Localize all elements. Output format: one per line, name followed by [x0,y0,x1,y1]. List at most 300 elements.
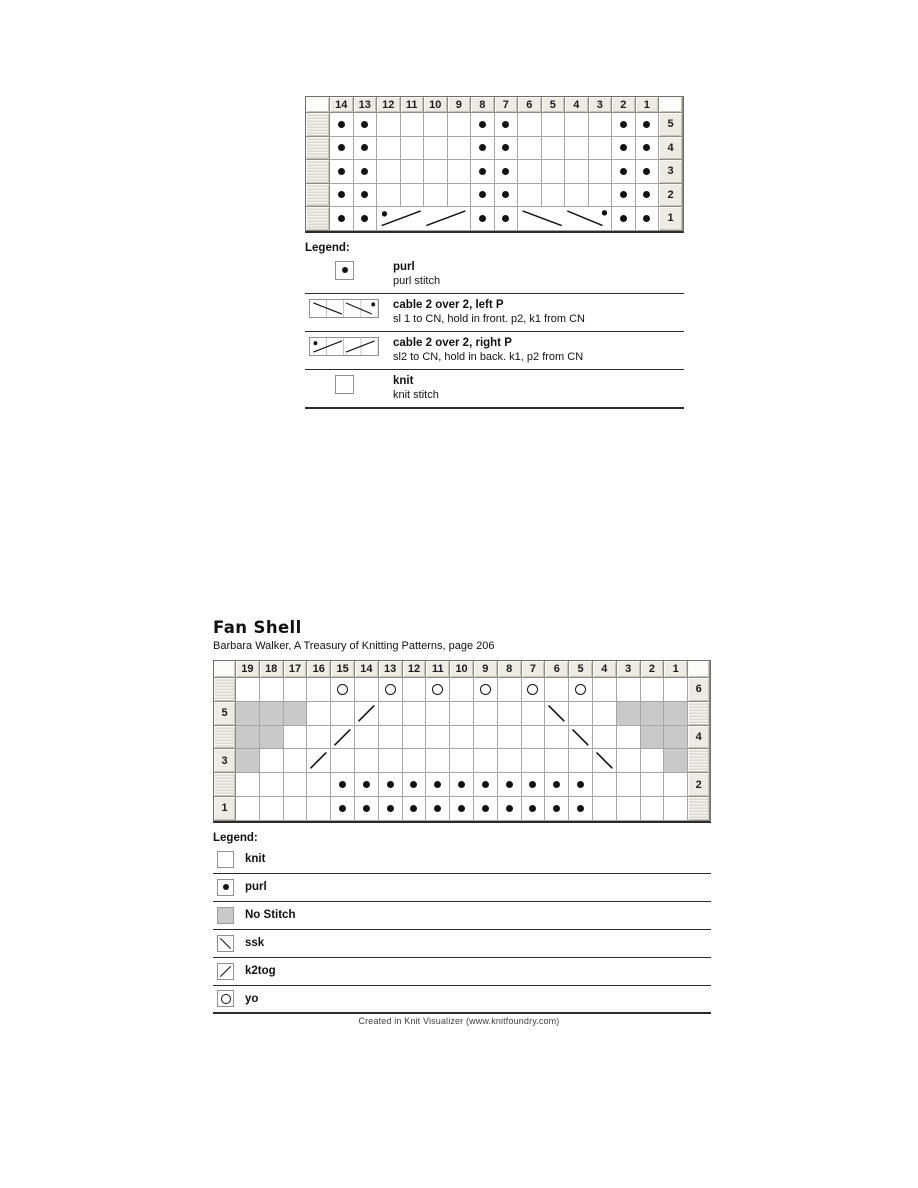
knit-cell [284,797,308,821]
column-number: 10 [450,661,474,678]
column-number: 13 [354,97,378,113]
legend-icon-zone [305,374,393,394]
legend-name: purl [393,260,415,273]
legend-text [393,298,585,326]
purl-cell [330,113,354,137]
purl-cell [612,137,636,161]
knit-cell [260,797,284,821]
purl-cell [450,797,474,821]
knit-cell [260,749,284,773]
purl-dot [361,121,368,128]
column-number: 18 [260,661,284,678]
knit-cell [424,160,448,184]
legend-icon-zone [213,935,245,952]
chart-corner [214,661,236,678]
purl-dot [577,805,584,812]
purl-dot [223,884,229,890]
knit-cell [542,160,566,184]
column-number: 1 [636,97,660,113]
column-number: 1 [664,661,688,678]
knit-cell [426,726,450,750]
legend-text [393,336,583,364]
knit-cell [589,113,613,137]
knit-cell [593,797,617,821]
purl-cell [354,137,378,161]
legend-name: No Stitch [245,909,296,922]
purl-dot [620,144,627,151]
legend-item [213,902,711,930]
chart-corner [659,97,683,113]
purl-dot [529,805,536,812]
purl-cell [450,773,474,797]
ssk-glyph [218,936,233,951]
column-number: 10 [424,97,448,113]
legend-name: knit [393,374,414,387]
legend-item [213,958,711,986]
yo-cell [426,678,450,702]
purl-dot [643,144,650,151]
purl-cell [636,113,660,137]
purl-cell [403,773,427,797]
purl-cell [471,137,495,161]
knit-cell [498,702,522,726]
column-number: 11 [401,97,425,113]
purl-dot [482,781,489,788]
knit-cell [593,773,617,797]
purl-cell [354,184,378,208]
purl-dot [643,168,650,175]
legend-items [305,256,684,409]
purl-cell [426,773,450,797]
no-stitch-cell [260,726,284,750]
purl-cell [403,797,427,821]
no-stitch-icon [217,907,234,924]
purl-dot [506,781,513,788]
purl-cell [426,797,450,821]
legend-items [213,846,711,1014]
k2tog-cell [355,702,379,726]
purl-cell [498,797,522,821]
knit-cell [518,184,542,208]
legend-icon-zone [213,851,245,868]
row-marker [214,773,236,797]
legend-text [393,374,439,402]
knit-cell [403,678,427,702]
row-number: 5 [659,113,683,137]
purl-cell [471,160,495,184]
knit-cell [307,797,331,821]
row-marker [306,184,330,208]
purl-dot [620,121,627,128]
k2tog-glyph [307,749,330,772]
knit-cell [542,113,566,137]
row-marker [306,137,330,161]
knit-cell [589,184,613,208]
legend-item [305,294,684,332]
purl-cell [569,773,593,797]
purl-dot [458,805,465,812]
purl-dot [502,215,509,222]
column-number: 9 [448,97,472,113]
purl-cell [495,137,519,161]
no-stitch-cell [664,749,688,773]
yo-ring [221,994,231,1004]
purl-dot [620,168,627,175]
legend-name: ssk [245,937,265,950]
column-number: 2 [612,97,636,113]
purl-dot [434,805,441,812]
purl-cell [612,207,636,231]
knit-cell [617,797,641,821]
knit-cell [355,726,379,750]
purl-dot [502,121,509,128]
purl-cell [612,113,636,137]
fan-shell-section [213,618,711,1014]
knit-cell [260,773,284,797]
knit-cell [617,726,641,750]
row-marker [688,797,710,821]
chart-corner [306,97,330,113]
no-stitch-cell [664,702,688,726]
row-marker [306,160,330,184]
purl-cell [636,184,660,208]
ssk-cell [545,702,569,726]
row-number: 1 [214,797,236,821]
purl-dot [479,168,486,175]
k2tog-icon [217,963,234,980]
knit-cell [522,726,546,750]
purl-dot [643,121,650,128]
k2tog-glyph [331,726,354,749]
purl-dot [479,191,486,198]
knit-cell [379,749,403,773]
knit-cell [641,678,665,702]
chart-corner [688,661,710,678]
knit-cell [307,773,331,797]
purl-dot [361,215,368,222]
knit-cell [569,749,593,773]
knit-cell [377,160,401,184]
knit-cell [284,726,308,750]
purl-dot [363,781,370,788]
knit-cell [518,113,542,137]
purl-cell [498,773,522,797]
knit-cell [377,184,401,208]
purl-dot [410,805,417,812]
purl-cell [379,773,403,797]
yo-icon [385,684,396,695]
column-number: 14 [355,661,379,678]
purl-icon [335,261,354,280]
yo-icon [527,684,538,695]
no-stitch-cell [641,702,665,726]
knit-cell [450,749,474,773]
ssk-icon [217,935,234,952]
purl-cell [354,113,378,137]
purl-dot [434,781,441,788]
knit-cell [403,726,427,750]
knit-cell [545,749,569,773]
yo-icon [575,684,586,695]
yo-icon [480,684,491,695]
knit-cell [565,160,589,184]
ssk-glyph [545,702,568,725]
column-number: 8 [498,661,522,678]
legend-icon-zone [305,260,393,280]
legend-icon-zone [305,336,393,356]
purl-cell [522,797,546,821]
k2tog-cell [307,749,331,773]
row-number: 3 [214,749,236,773]
knit-cell [617,678,641,702]
knit-cell [424,137,448,161]
purl-cell [545,773,569,797]
knit-cell [498,749,522,773]
column-number: 7 [495,97,519,113]
legend-name: cable 2 over 2, left P [393,298,504,311]
legend-icon-zone [305,298,393,318]
no-stitch-cell [664,726,688,750]
column-number: 12 [403,661,427,678]
knit-cell [565,113,589,137]
purl-dot [506,805,513,812]
knit-cell [522,702,546,726]
purl-cell [495,207,519,231]
knit-icon [217,851,234,868]
cable-left-p-icon [309,299,379,318]
row-marker [688,749,710,773]
knit-cell [518,160,542,184]
purl-cell [474,773,498,797]
legend-icon-zone [213,963,245,980]
purl-dot [387,781,394,788]
purl-dot [338,168,345,175]
purl-cell [569,797,593,821]
legend-desc: sl2 to CN, hold in back. k1, p2 from CN [393,350,584,363]
row-number: 4 [659,137,683,161]
k2tog-cell [331,726,355,750]
fan-shell-chart-grid [213,660,711,823]
ssk-glyph [593,749,616,772]
yo-icon [337,684,348,695]
cable-right-p-glyph [310,338,378,355]
knit-cell [474,702,498,726]
knit-cell [474,726,498,750]
yo-cell [331,678,355,702]
legend-name: cable 2 over 2, right P [393,336,512,349]
purl-dot [620,191,627,198]
row-marker [214,678,236,702]
yo-icon [432,684,443,695]
knit-cell [377,113,401,137]
column-number: 11 [426,661,450,678]
knit-cell [426,749,450,773]
purl-dot [577,781,584,788]
row-number: 5 [214,702,236,726]
knit-cell [448,184,472,208]
no-stitch-cell [260,702,284,726]
knit-cell [424,184,448,208]
legend-item [305,370,684,409]
row-number: 2 [688,773,710,797]
legend-icon-zone [213,907,245,924]
row-number: 2 [659,184,683,208]
purl-cell [330,207,354,231]
purl-dot [338,144,345,151]
knit-cell [593,678,617,702]
knit-cell [542,184,566,208]
knit-cell [448,137,472,161]
knit-cell [284,678,308,702]
purl-dot [458,781,465,788]
purl-cell [355,797,379,821]
knit-cell [542,137,566,161]
column-number: 13 [379,661,403,678]
knit-cell [664,797,688,821]
column-number: 15 [331,661,355,678]
purl-cell [636,160,660,184]
row-number: 4 [688,726,710,750]
purl-cell [330,137,354,161]
knit-cell [498,726,522,750]
row-marker [306,113,330,137]
k2tog-glyph [218,964,233,979]
fan-shell-legend [213,832,711,1014]
purl-dot [339,805,346,812]
knit-cell [307,678,331,702]
knit-cell [589,137,613,161]
knit-cell [424,113,448,137]
purl-cell [471,207,495,231]
knit-cell [448,160,472,184]
legend-desc: sl 1 to CN, hold in front. p2, k1 from CN [393,312,585,325]
legend-icon-zone [213,990,245,1007]
purl-cell [379,797,403,821]
knit-cell [307,702,331,726]
knit-cell [448,113,472,137]
knit-cell [401,137,425,161]
legend-title: Legend: [305,241,350,254]
purl-dot [479,144,486,151]
column-number: 3 [589,97,613,113]
knit-cell [569,702,593,726]
no-stitch-cell [284,702,308,726]
purl-cell [495,113,519,137]
knit-cell [450,702,474,726]
knit-cell [403,749,427,773]
column-number: 2 [641,661,665,678]
purl-dot [361,144,368,151]
knit-cell [426,702,450,726]
knit-cell [355,678,379,702]
purl-dot [482,805,489,812]
knit-cell [331,702,355,726]
column-number: 4 [593,661,617,678]
no-stitch-cell [617,702,641,726]
purl-dot [342,267,348,273]
purl-dot [620,215,627,222]
legend-name: k2tog [245,965,276,978]
knit-cell [355,749,379,773]
purl-cell [331,773,355,797]
purl-dot [553,781,560,788]
knit-cell [545,726,569,750]
legend-text [245,964,276,978]
purl-dot [363,805,370,812]
knit-cell [377,137,401,161]
purl-dot [529,781,536,788]
legend-text [245,936,264,950]
legend-item [305,332,684,370]
purl-icon [217,879,234,896]
purl-dot [643,215,650,222]
knit-cell [641,749,665,773]
purl-cell [331,797,355,821]
column-number: 3 [617,661,641,678]
purl-cell [354,207,378,231]
pattern-subtitle: Barbara Walker, A Treasury of Knitting Patterns, page 206 [213,640,495,652]
knit-cell [617,773,641,797]
knit-cell [401,113,425,137]
purl-dot [479,215,486,222]
purl-cell [495,184,519,208]
row-number: 6 [688,678,710,702]
knit-cell [565,184,589,208]
purl-cell [355,773,379,797]
purl-cell [522,773,546,797]
purl-cell [612,160,636,184]
row-marker [688,702,710,726]
no-stitch-cell [641,726,665,750]
knit-cell [401,184,425,208]
knit-icon [335,375,354,394]
purl-dot [361,191,368,198]
knit-cell [260,678,284,702]
purl-cell [545,797,569,821]
legend-name: knit [245,853,266,866]
cable-right-p-glyph [377,207,470,230]
column-number: 17 [284,661,308,678]
knit-cell [401,160,425,184]
yo-cell [569,678,593,702]
knit-cell [518,137,542,161]
purl-cell [354,160,378,184]
legend-icon-zone [213,879,245,896]
column-number: 6 [518,97,542,113]
column-number: 5 [569,661,593,678]
row-marker [306,207,330,231]
cable-chart-grid [305,96,684,233]
cable-chart-legend [305,242,684,409]
legend-text [245,992,258,1006]
column-number: 9 [474,661,498,678]
knit-cell [379,702,403,726]
ssk-cell [569,726,593,750]
column-number: 4 [565,97,589,113]
ssk-glyph [569,726,592,749]
yo-cell [474,678,498,702]
column-number: 16 [307,661,331,678]
column-number: 5 [542,97,566,113]
purl-dot [339,781,346,788]
k2tog-glyph [355,702,378,725]
row-number: 3 [659,160,683,184]
legend-desc: purl stitch [393,274,441,287]
purl-cell [636,207,660,231]
purl-cell [636,137,660,161]
purl-dot [410,781,417,788]
purl-dot [387,805,394,812]
